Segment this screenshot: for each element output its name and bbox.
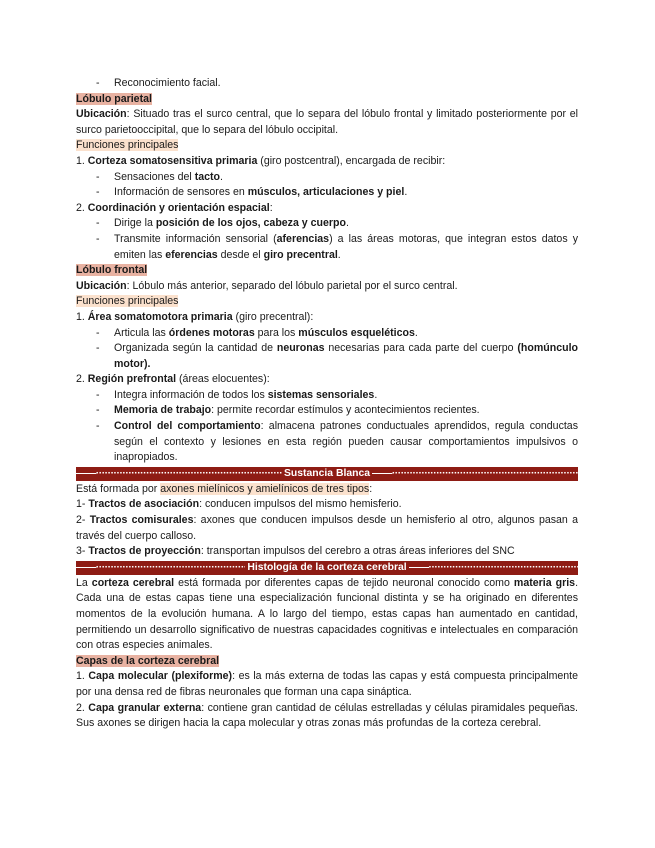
bar-leader-right xyxy=(372,467,578,481)
heading-frontal-lobe: Lóbulo frontal xyxy=(76,264,148,277)
frontal-item-2: 2. Región prefrontal (áreas elocuentes): xyxy=(76,373,270,386)
parietal-item-1: 1. Corteza somatosensitiva primaria (giro postcentral), encargada de recibir: xyxy=(76,154,446,167)
bullet-facial-recognition: - Reconocimiento facial. xyxy=(76,76,578,92)
bullet-working-memory: - Memoria de trabajo: permite recordar estímulos y acontecimientos recientes. xyxy=(76,403,578,419)
cortex-paragraph: La corteza cerebral está formada por diferentes capas de tejido neuronal conocido como materia gris. Cada una de estas capas tiene una especialización funcional distinta y se ha originado en diferentes momentos de la evolución humana. A lo largo del tiempo, estas capas han aumentado en cantidad, permitiendo un desarrollo significativo de nuestras capacidades cognitivas e intelectuales en comparación con otras especies animales. xyxy=(76,576,579,652)
tract-commissural: 2- Tractos comisurales: axones que conducen impulsos desde un hemisferio al otro, algunos pasan a través del cuerpo calloso. xyxy=(76,514,578,542)
bullet-homunculus: - Organizada según la cantidad de neuronas necesarias para cada parte del cuerpo (homúnculo motor). xyxy=(76,341,578,372)
bar-leader-left xyxy=(76,561,245,575)
bar-leader-right xyxy=(409,561,578,575)
subheading-frontal-functions: Funciones principales xyxy=(76,295,179,308)
layer-molecular: 1. Capa molecular (plexiforme): es la más externa de todas las capas y está compuesta principalmente por una densa red de fibras neuronales que forman una capa sináptica. xyxy=(76,670,579,698)
heading-parietal-lobe: Lóbulo parietal xyxy=(76,92,152,105)
tract-association: 1- Tractos de asociación: conducen impulsos del mismo hemisferio. xyxy=(76,498,402,511)
section-bar-cortex-histology: ——··· Histología de la corteza cerebral ——··· xyxy=(76,561,578,575)
bullet-motor-orders: - Articula las órdenes motoras para los músculos esqueléticos. xyxy=(76,326,578,342)
white-matter-intro: Está formada por axones mielínicos y amielínicos de tres tipos: xyxy=(76,482,373,495)
parietal-item-2: 2. Coordinación y orientación espacial: xyxy=(76,201,273,214)
parietal-location: Ubicación: Situado tras el surco central, que lo separa del lóbulo frontal y limitado posteriormente por el surco parietooccipital, que lo separa del lóbulo occipital. xyxy=(76,108,578,136)
section-bar-white-matter: ——··· Sustancia Blanca ——··· xyxy=(76,467,578,481)
layer-external-granular: 2. Capa granular externa: contiene gran cantidad de células estrelladas y células piramidales pequeñas. Sus axones se dirigen hacia la capa molecular y otras zonas más profundas de la corteza cerebral. xyxy=(76,701,578,730)
frontal-item-1: 1. Área somatomotora primaria (giro precentral): xyxy=(76,310,314,323)
bullet-behavior-control: - Control del comportamiento: almacena patrones conductuales aprendidos, regula conductas según el contexto y lesiones en esta región pueden causar comportamientos impulsivos o inapropiados. xyxy=(76,419,578,466)
subheading-parietal-functions: Funciones principales xyxy=(76,139,179,152)
heading-cortex-layers: Capas de la corteza cerebral xyxy=(76,654,220,667)
document-page xyxy=(76,76,578,732)
bullet-afferents: - Transmite información sensorial (aferencias) a las áreas motoras, que integran estos datos y emiten las eferencias desde el giro precentral. xyxy=(76,232,578,263)
bullet-sensory-systems: - Integra información de todos los sistemas sensoriales. xyxy=(76,388,578,404)
tract-projection: 3- Tractos de proyección: transportan impulsos del cerebro a otras áreas inferiores del SNC xyxy=(76,545,515,558)
bullet-position: - Dirige la posición de los ojos, cabeza y cuerpo. xyxy=(76,216,578,232)
bullet-touch: - Sensaciones del tacto. xyxy=(76,170,578,186)
bullet-sensors: - Información de sensores en músculos, articulaciones y piel. xyxy=(76,185,578,201)
frontal-location: Ubicación: Lóbulo más anterior, separado del lóbulo parietal por el surco central. xyxy=(76,279,458,292)
bar-leader-left xyxy=(76,467,282,481)
